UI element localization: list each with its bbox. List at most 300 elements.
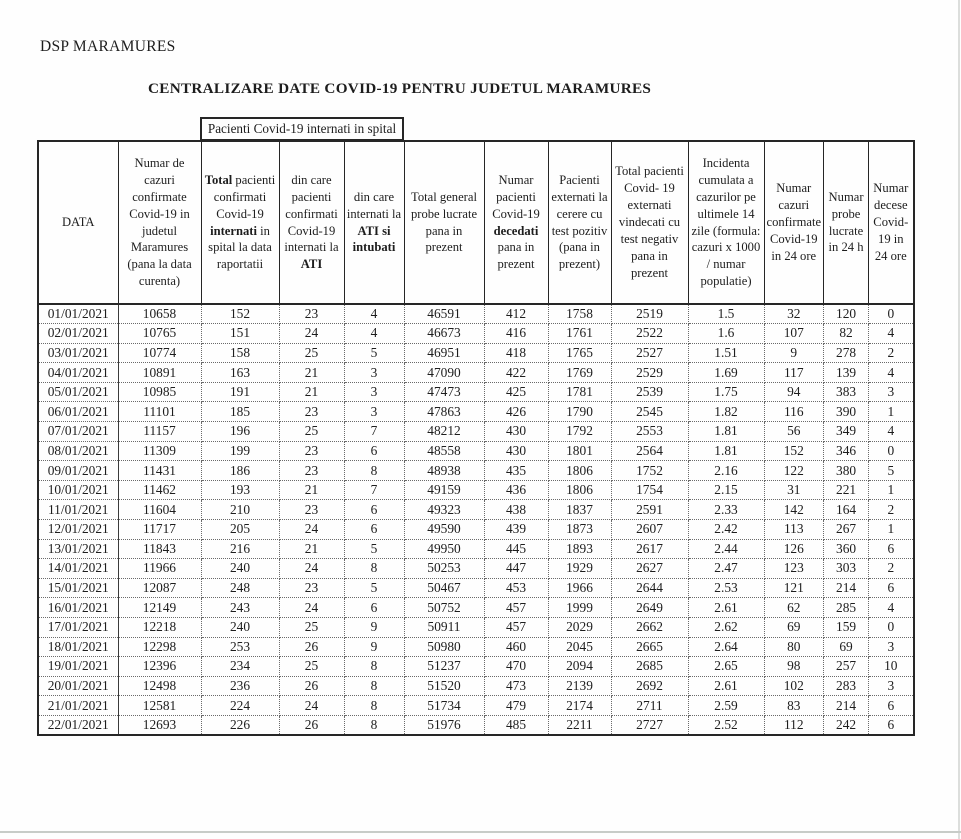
column-header-decedati: Numar pacienti Covid-19 decedati pana in prezent xyxy=(484,141,548,304)
cell-ati-intubati: 8 xyxy=(344,696,404,716)
cell-internati-ati: 23 xyxy=(279,500,344,520)
cell-probe-24-ore: 214 xyxy=(824,578,869,598)
cell-externati-cerere: 2094 xyxy=(548,657,611,677)
cell-internati-spital: 196 xyxy=(201,422,279,442)
cell-data: 03/01/2021 xyxy=(38,343,118,363)
cell-decedati: 457 xyxy=(484,618,548,638)
cell-cazuri-24-ore: 32 xyxy=(764,304,824,324)
cell-cazuri-24-ore: 113 xyxy=(764,520,824,540)
cell-probe-total: 50911 xyxy=(404,618,484,638)
cell-incidenta-14-zile: 2.59 xyxy=(688,696,764,716)
cell-incidenta-14-zile: 2.61 xyxy=(688,676,764,696)
cell-cazuri-confirmate-total: 12498 xyxy=(118,676,201,696)
cell-ati-intubati: 6 xyxy=(344,500,404,520)
cell-decedati: 422 xyxy=(484,363,548,383)
cell-data: 16/01/2021 xyxy=(38,598,118,618)
cell-externati-cerere: 2211 xyxy=(548,715,611,735)
cell-decese-24-ore: 2 xyxy=(869,500,914,520)
cell-incidenta-14-zile: 1.5 xyxy=(688,304,764,324)
cell-internati-spital: 210 xyxy=(201,500,279,520)
page-right-edge xyxy=(958,0,960,839)
cell-cazuri-confirmate-total: 12396 xyxy=(118,657,201,677)
cell-cazuri-24-ore: 116 xyxy=(764,402,824,422)
table-row xyxy=(38,363,914,383)
cell-internati-ati: 26 xyxy=(279,637,344,657)
cell-cazuri-24-ore: 80 xyxy=(764,637,824,657)
cell-decese-24-ore: 4 xyxy=(869,422,914,442)
cell-internati-spital: 205 xyxy=(201,520,279,540)
cell-incidenta-14-zile: 1.51 xyxy=(688,343,764,363)
cell-ati-intubati: 3 xyxy=(344,402,404,422)
cell-decedati: 445 xyxy=(484,539,548,559)
cell-data: 07/01/2021 xyxy=(38,422,118,442)
cell-incidenta-14-zile: 2.47 xyxy=(688,559,764,579)
cell-cazuri-confirmate-total: 11966 xyxy=(118,559,201,579)
cell-probe-total: 48938 xyxy=(404,461,484,481)
cell-probe-total: 48558 xyxy=(404,441,484,461)
cell-probe-total: 50253 xyxy=(404,559,484,579)
cell-decese-24-ore: 6 xyxy=(869,578,914,598)
cell-externati-cerere: 1790 xyxy=(548,402,611,422)
column-header-externati-cerere: Pacienti externati la cerere cu test pozitiv (pana in prezent) xyxy=(548,141,611,304)
cell-decese-24-ore: 6 xyxy=(869,539,914,559)
cell-incidenta-14-zile: 2.15 xyxy=(688,480,764,500)
cell-externati-vindecati: 2529 xyxy=(611,363,688,383)
cell-cazuri-confirmate-total: 12218 xyxy=(118,618,201,638)
page-bottom-edge xyxy=(0,831,961,833)
table-row xyxy=(38,598,914,618)
cell-probe-24-ore: 69 xyxy=(824,637,869,657)
cell-cazuri-24-ore: 142 xyxy=(764,500,824,520)
cell-data: 14/01/2021 xyxy=(38,559,118,579)
cell-data: 08/01/2021 xyxy=(38,441,118,461)
table-row xyxy=(38,324,914,344)
cell-externati-cerere: 1929 xyxy=(548,559,611,579)
table-row xyxy=(38,382,914,402)
cell-probe-24-ore: 360 xyxy=(824,539,869,559)
table-row xyxy=(38,480,914,500)
cell-cazuri-confirmate-total: 11101 xyxy=(118,402,201,422)
cell-internati-ati: 25 xyxy=(279,657,344,677)
cell-internati-spital: 158 xyxy=(201,343,279,363)
cell-internati-spital: 216 xyxy=(201,539,279,559)
cell-cazuri-24-ore: 126 xyxy=(764,539,824,559)
cell-externati-cerere: 1781 xyxy=(548,382,611,402)
page-title: CENTRALIZARE DATE COVID-19 PENTRU JUDETUL MARAMURES xyxy=(148,80,652,97)
cell-ati-intubati: 7 xyxy=(344,422,404,442)
cell-incidenta-14-zile: 2.61 xyxy=(688,598,764,618)
cell-probe-24-ore: 267 xyxy=(824,520,869,540)
cell-decese-24-ore: 1 xyxy=(869,402,914,422)
cell-externati-cerere: 1873 xyxy=(548,520,611,540)
cell-ati-intubati: 8 xyxy=(344,657,404,677)
cell-ati-intubati: 3 xyxy=(344,382,404,402)
cell-cazuri-confirmate-total: 10891 xyxy=(118,363,201,383)
cell-decedati: 430 xyxy=(484,422,548,442)
table-row xyxy=(38,539,914,559)
cell-internati-spital: 193 xyxy=(201,480,279,500)
cell-externati-vindecati: 2522 xyxy=(611,324,688,344)
cell-probe-24-ore: 380 xyxy=(824,461,869,481)
cell-probe-24-ore: 120 xyxy=(824,304,869,324)
cell-internati-ati: 25 xyxy=(279,618,344,638)
cell-ati-intubati: 5 xyxy=(344,578,404,598)
cell-decedati: 457 xyxy=(484,598,548,618)
cell-ati-intubati: 7 xyxy=(344,480,404,500)
cell-decedati: 418 xyxy=(484,343,548,363)
cell-incidenta-14-zile: 1.81 xyxy=(688,422,764,442)
cell-ati-intubati: 4 xyxy=(344,324,404,344)
cell-probe-total: 50980 xyxy=(404,637,484,657)
cell-probe-total: 51520 xyxy=(404,676,484,696)
cell-decese-24-ore: 0 xyxy=(869,618,914,638)
cell-externati-vindecati: 1754 xyxy=(611,480,688,500)
cell-externati-cerere: 1758 xyxy=(548,304,611,324)
cell-incidenta-14-zile: 1.81 xyxy=(688,441,764,461)
cell-data: 15/01/2021 xyxy=(38,578,118,598)
cell-internati-spital: 234 xyxy=(201,657,279,677)
cell-probe-total: 51976 xyxy=(404,715,484,735)
cell-cazuri-confirmate-total: 11843 xyxy=(118,539,201,559)
table-row xyxy=(38,422,914,442)
cell-cazuri-confirmate-total: 12149 xyxy=(118,598,201,618)
cell-cazuri-confirmate-total: 10658 xyxy=(118,304,201,324)
table-row xyxy=(38,461,914,481)
column-header-probe-24-ore: Numar probe lucrate in 24 h xyxy=(824,141,869,304)
table-row xyxy=(38,657,914,677)
cell-incidenta-14-zile: 1.82 xyxy=(688,402,764,422)
cell-probe-total: 49950 xyxy=(404,539,484,559)
table-row xyxy=(38,637,914,657)
cell-decedati: 485 xyxy=(484,715,548,735)
cell-data: 18/01/2021 xyxy=(38,637,118,657)
cell-cazuri-24-ore: 123 xyxy=(764,559,824,579)
cell-internati-ati: 23 xyxy=(279,578,344,598)
cell-externati-cerere: 1806 xyxy=(548,461,611,481)
cell-externati-cerere: 1769 xyxy=(548,363,611,383)
cell-externati-cerere: 2029 xyxy=(548,618,611,638)
cell-probe-total: 49590 xyxy=(404,520,484,540)
table-row xyxy=(38,676,914,696)
cell-externati-vindecati: 2527 xyxy=(611,343,688,363)
cell-incidenta-14-zile: 1.69 xyxy=(688,363,764,383)
cell-internati-spital: 163 xyxy=(201,363,279,383)
cell-cazuri-24-ore: 122 xyxy=(764,461,824,481)
cell-probe-24-ore: 159 xyxy=(824,618,869,638)
cell-decese-24-ore: 1 xyxy=(869,480,914,500)
cell-probe-24-ore: 390 xyxy=(824,402,869,422)
cell-cazuri-24-ore: 102 xyxy=(764,676,824,696)
cell-internati-spital: 199 xyxy=(201,441,279,461)
cell-externati-vindecati: 1752 xyxy=(611,461,688,481)
table-row xyxy=(38,343,914,363)
cell-cazuri-24-ore: 112 xyxy=(764,715,824,735)
cell-ati-intubati: 4 xyxy=(344,304,404,324)
cell-data: 22/01/2021 xyxy=(38,715,118,735)
cell-probe-total: 50752 xyxy=(404,598,484,618)
cell-internati-ati: 23 xyxy=(279,402,344,422)
cell-cazuri-24-ore: 56 xyxy=(764,422,824,442)
cell-externati-vindecati: 2607 xyxy=(611,520,688,540)
cell-decedati: 416 xyxy=(484,324,548,344)
cell-externati-vindecati: 2649 xyxy=(611,598,688,618)
cell-data: 21/01/2021 xyxy=(38,696,118,716)
cell-cazuri-24-ore: 121 xyxy=(764,578,824,598)
column-header-data: DATA xyxy=(38,141,118,304)
cell-cazuri-confirmate-total: 11604 xyxy=(118,500,201,520)
cell-internati-spital: 253 xyxy=(201,637,279,657)
cell-internati-spital: 236 xyxy=(201,676,279,696)
cell-decese-24-ore: 4 xyxy=(869,598,914,618)
cell-probe-24-ore: 221 xyxy=(824,480,869,500)
cell-ati-intubati: 8 xyxy=(344,461,404,481)
cell-externati-vindecati: 2711 xyxy=(611,696,688,716)
cell-data: 01/01/2021 xyxy=(38,304,118,324)
cell-probe-total: 50467 xyxy=(404,578,484,598)
cell-externati-cerere: 1966 xyxy=(548,578,611,598)
cell-probe-total: 46673 xyxy=(404,324,484,344)
cell-decedati: 426 xyxy=(484,402,548,422)
cell-probe-24-ore: 283 xyxy=(824,676,869,696)
cell-externati-cerere: 1801 xyxy=(548,441,611,461)
cell-probe-24-ore: 82 xyxy=(824,324,869,344)
cell-ati-intubati: 9 xyxy=(344,637,404,657)
cell-internati-spital: 186 xyxy=(201,461,279,481)
cell-cazuri-confirmate-total: 10765 xyxy=(118,324,201,344)
cell-data: 11/01/2021 xyxy=(38,500,118,520)
cell-externati-vindecati: 2545 xyxy=(611,402,688,422)
cell-internati-spital: 191 xyxy=(201,382,279,402)
cell-probe-24-ore: 278 xyxy=(824,343,869,363)
cell-internati-ati: 24 xyxy=(279,696,344,716)
cell-cazuri-confirmate-total: 12087 xyxy=(118,578,201,598)
column-header-externati-vindecati: Total pacienti Covid- 19 externati vindecati cu test negativ pana in prezent xyxy=(611,141,688,304)
cell-incidenta-14-zile: 2.42 xyxy=(688,520,764,540)
cell-internati-ati: 26 xyxy=(279,676,344,696)
cell-externati-vindecati: 2519 xyxy=(611,304,688,324)
cell-data: 12/01/2021 xyxy=(38,520,118,540)
cell-ati-intubati: 8 xyxy=(344,559,404,579)
cell-decese-24-ore: 5 xyxy=(869,461,914,481)
cell-decese-24-ore: 3 xyxy=(869,676,914,696)
cell-incidenta-14-zile: 2.16 xyxy=(688,461,764,481)
cell-decese-24-ore: 4 xyxy=(869,363,914,383)
cell-decedati: 453 xyxy=(484,578,548,598)
cell-data: 06/01/2021 xyxy=(38,402,118,422)
cell-probe-24-ore: 257 xyxy=(824,657,869,677)
cell-decedati: 470 xyxy=(484,657,548,677)
cell-externati-vindecati: 2685 xyxy=(611,657,688,677)
cell-internati-ati: 23 xyxy=(279,461,344,481)
cell-data: 05/01/2021 xyxy=(38,382,118,402)
cell-ati-intubati: 5 xyxy=(344,539,404,559)
cell-externati-cerere: 2045 xyxy=(548,637,611,657)
table-row xyxy=(38,578,914,598)
cell-data: 13/01/2021 xyxy=(38,539,118,559)
cell-decedati: 460 xyxy=(484,637,548,657)
column-header-decese-24-ore: Numar decese Covid-19 in 24 ore xyxy=(869,141,914,304)
cell-incidenta-14-zile: 2.52 xyxy=(688,715,764,735)
cell-internati-spital: 240 xyxy=(201,618,279,638)
cell-decese-24-ore: 6 xyxy=(869,715,914,735)
cell-data: 20/01/2021 xyxy=(38,676,118,696)
table-row xyxy=(38,618,914,638)
cell-externati-cerere: 1837 xyxy=(548,500,611,520)
cell-externati-vindecati: 2692 xyxy=(611,676,688,696)
table-header-row xyxy=(38,141,914,304)
table-row xyxy=(38,304,914,324)
cell-cazuri-confirmate-total: 10985 xyxy=(118,382,201,402)
cell-internati-ati: 24 xyxy=(279,520,344,540)
cell-ati-intubati: 6 xyxy=(344,598,404,618)
cell-externati-cerere: 1761 xyxy=(548,324,611,344)
cell-cazuri-confirmate-total: 11309 xyxy=(118,441,201,461)
cell-probe-total: 48212 xyxy=(404,422,484,442)
table-row xyxy=(38,441,914,461)
cell-externati-vindecati: 2662 xyxy=(611,618,688,638)
cell-probe-total: 46951 xyxy=(404,343,484,363)
cell-externati-cerere: 1999 xyxy=(548,598,611,618)
column-header-probe-total: Total general probe lucrate pana in prezent xyxy=(404,141,484,304)
cell-cazuri-confirmate-total: 11157 xyxy=(118,422,201,442)
cell-probe-24-ore: 285 xyxy=(824,598,869,618)
cell-externati-vindecati: 2665 xyxy=(611,637,688,657)
cell-ati-intubati: 9 xyxy=(344,618,404,638)
cell-internati-ati: 24 xyxy=(279,598,344,618)
cell-cazuri-24-ore: 83 xyxy=(764,696,824,716)
cell-cazuri-24-ore: 94 xyxy=(764,382,824,402)
cell-probe-total: 49159 xyxy=(404,480,484,500)
cell-cazuri-confirmate-total: 11717 xyxy=(118,520,201,540)
table-group-header: Pacienti Covid-19 internati in spital xyxy=(200,117,404,141)
cell-externati-vindecati: 2539 xyxy=(611,382,688,402)
cell-cazuri-confirmate-total: 10774 xyxy=(118,343,201,363)
cell-probe-24-ore: 242 xyxy=(824,715,869,735)
cell-decedati: 412 xyxy=(484,304,548,324)
cell-decese-24-ore: 2 xyxy=(869,559,914,579)
cell-decedati: 438 xyxy=(484,500,548,520)
cell-decese-24-ore: 0 xyxy=(869,441,914,461)
cell-decedati: 439 xyxy=(484,520,548,540)
cell-incidenta-14-zile: 2.33 xyxy=(688,500,764,520)
cell-cazuri-24-ore: 69 xyxy=(764,618,824,638)
cell-probe-24-ore: 349 xyxy=(824,422,869,442)
cell-externati-vindecati: 2644 xyxy=(611,578,688,598)
cell-decese-24-ore: 6 xyxy=(869,696,914,716)
cell-incidenta-14-zile: 2.64 xyxy=(688,637,764,657)
table-row xyxy=(38,500,914,520)
cell-data: 04/01/2021 xyxy=(38,363,118,383)
cell-probe-total: 47863 xyxy=(404,402,484,422)
cell-decese-24-ore: 2 xyxy=(869,343,914,363)
column-header-internati-ati: din care pacienti confirmati Covid-19 internati la ATI xyxy=(279,141,344,304)
cell-cazuri-confirmate-total: 12693 xyxy=(118,715,201,735)
cell-probe-24-ore: 383 xyxy=(824,382,869,402)
cell-cazuri-24-ore: 98 xyxy=(764,657,824,677)
cell-cazuri-confirmate-total: 12581 xyxy=(118,696,201,716)
table-row xyxy=(38,715,914,735)
cell-externati-vindecati: 2591 xyxy=(611,500,688,520)
cell-probe-total: 51237 xyxy=(404,657,484,677)
cell-externati-cerere: 1765 xyxy=(548,343,611,363)
column-header-internati-spital: Total pacienti confirmati Covid-19 internati in spital la data raportatii xyxy=(201,141,279,304)
cell-internati-spital: 226 xyxy=(201,715,279,735)
cell-internati-ati: 24 xyxy=(279,559,344,579)
column-header-cazuri-confirmate-total: Numar de cazuri confirmate Covid-19 in judetul Maramures (pana la data curenta) xyxy=(118,141,201,304)
cell-internati-ati: 21 xyxy=(279,382,344,402)
cell-internati-ati: 26 xyxy=(279,715,344,735)
cell-cazuri-24-ore: 107 xyxy=(764,324,824,344)
cell-decese-24-ore: 1 xyxy=(869,520,914,540)
cell-data: 10/01/2021 xyxy=(38,480,118,500)
cell-externati-vindecati: 2553 xyxy=(611,422,688,442)
cell-probe-24-ore: 214 xyxy=(824,696,869,716)
cell-decese-24-ore: 3 xyxy=(869,382,914,402)
cell-cazuri-confirmate-total: 12298 xyxy=(118,637,201,657)
cell-decedati: 447 xyxy=(484,559,548,579)
cell-externati-cerere: 1806 xyxy=(548,480,611,500)
cell-decedati: 436 xyxy=(484,480,548,500)
table-row xyxy=(38,520,914,540)
cell-internati-spital: 243 xyxy=(201,598,279,618)
cell-ati-intubati: 6 xyxy=(344,520,404,540)
cell-data: 09/01/2021 xyxy=(38,461,118,481)
cell-externati-vindecati: 2617 xyxy=(611,539,688,559)
cell-internati-spital: 224 xyxy=(201,696,279,716)
table-row xyxy=(38,559,914,579)
cell-internati-spital: 248 xyxy=(201,578,279,598)
cell-probe-24-ore: 164 xyxy=(824,500,869,520)
cell-internati-ati: 25 xyxy=(279,422,344,442)
cell-data: 02/01/2021 xyxy=(38,324,118,344)
cell-internati-ati: 21 xyxy=(279,480,344,500)
cell-cazuri-24-ore: 62 xyxy=(764,598,824,618)
cell-internati-ati: 24 xyxy=(279,324,344,344)
table-row xyxy=(38,696,914,716)
table-row xyxy=(38,402,914,422)
cell-probe-total: 47090 xyxy=(404,363,484,383)
cell-cazuri-24-ore: 31 xyxy=(764,480,824,500)
cell-cazuri-24-ore: 117 xyxy=(764,363,824,383)
cell-ati-intubati: 3 xyxy=(344,363,404,383)
cell-decese-24-ore: 0 xyxy=(869,304,914,324)
cell-decedati: 479 xyxy=(484,696,548,716)
cell-internati-spital: 185 xyxy=(201,402,279,422)
cell-probe-24-ore: 346 xyxy=(824,441,869,461)
cell-internati-spital: 151 xyxy=(201,324,279,344)
cell-decedati: 473 xyxy=(484,676,548,696)
cell-decese-24-ore: 10 xyxy=(869,657,914,677)
cell-probe-24-ore: 303 xyxy=(824,559,869,579)
cell-internati-ati: 23 xyxy=(279,441,344,461)
cell-incidenta-14-zile: 2.44 xyxy=(688,539,764,559)
cell-internati-ati: 25 xyxy=(279,343,344,363)
cell-probe-total: 49323 xyxy=(404,500,484,520)
cell-externati-cerere: 2139 xyxy=(548,676,611,696)
cell-incidenta-14-zile: 2.62 xyxy=(688,618,764,638)
cell-decedati: 425 xyxy=(484,382,548,402)
cell-externati-cerere: 1792 xyxy=(548,422,611,442)
cell-ati-intubati: 6 xyxy=(344,441,404,461)
cell-data: 19/01/2021 xyxy=(38,657,118,677)
cell-internati-spital: 152 xyxy=(201,304,279,324)
column-header-ati-intubati: din care internati la ATI si intubati xyxy=(344,141,404,304)
cell-externati-cerere: 1893 xyxy=(548,539,611,559)
cell-externati-vindecati: 2727 xyxy=(611,715,688,735)
cell-internati-ati: 21 xyxy=(279,539,344,559)
cell-externati-cerere: 2174 xyxy=(548,696,611,716)
cell-probe-total: 47473 xyxy=(404,382,484,402)
